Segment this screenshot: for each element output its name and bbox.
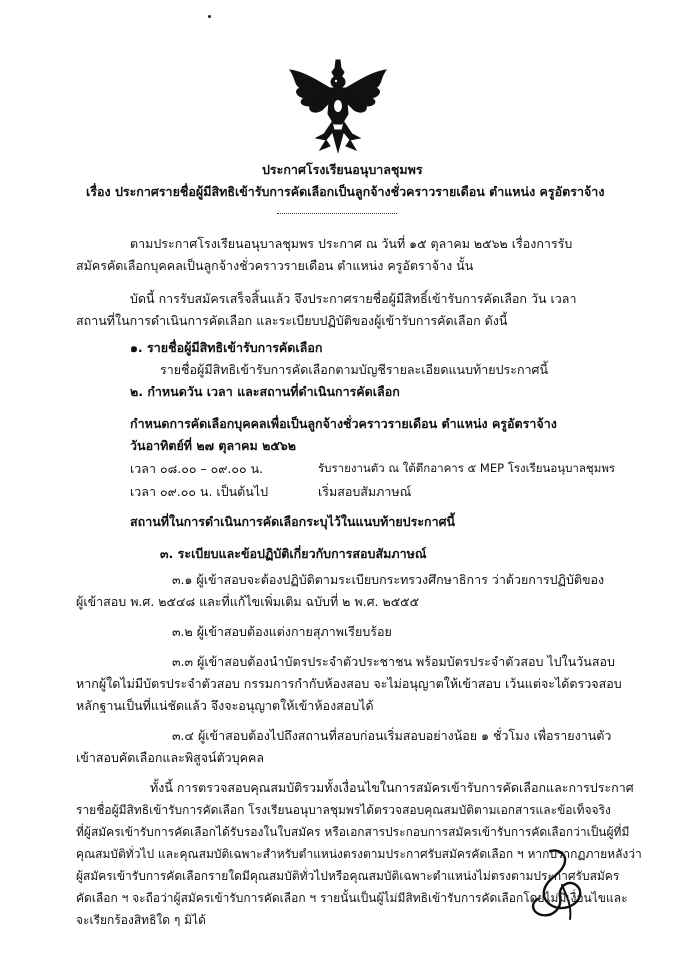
closing-line-3: ที่ผู้สมัครเข้ารับการคัดเลือกได้รับรองในใบสมัคร หรือเอกสารประกอบการสมัครเข้ารับการคัดเลือกว่าเป็นผู้ที่มี (76, 825, 630, 839)
divider-dotted (277, 213, 397, 214)
closing-line-7: จะเรียกร้องสิทธิใด ๆ มิได้ (76, 913, 206, 927)
rule-3-1-line-1: ๓.๑ ผู้เข้าสอบจะต้องปฏิบัติตามระเบียบกระทรวงศึกษาธิการ ว่าด้วยการปฏิบัติของ (172, 572, 605, 587)
item3-heading: ๓. ระเบียบและข้อปฏิบัติเกี่ยวกับการสอบสัมภาษณ์ (160, 546, 427, 561)
closing-line-2: รายชื่อผู้มีสิทธิเข้ารับการคัดเลือก โรงเรียนอนุบาลชุมพรได้ตรวจสอบคุณสมบัติตามเอกสารและข้อเท็จจริง (76, 803, 611, 817)
announcement-subject: เรื่อง ประกาศรายชื่อผู้มีสิทธิเข้ารับการคัดเลือกเป็นลูกจ้างชั่วคราวรายเดือน ตำแหน่ง ครูอัตราจ้าง (86, 184, 605, 199)
rule-3-2: ๓.๒ ผู้เข้าสอบต้องแต่งกายสุภาพเรียบร้อย (172, 624, 392, 639)
garuda-emblem-icon (286, 58, 390, 154)
schedule-row-1-activity: รับรายงานตัว ณ ใต้ตึกอาคาร ๕ MEP โรงเรียนอนุบาลชุมพร (318, 461, 616, 475)
closing-line-6: คัดเลือก ฯ จะถือว่าผู้สมัครเข้ารับการคัดเลือก ฯ รายนั้นเป็นผู้ไม่มีสิทธิเข้ารับการคัดเลือกโดยไม่มีเงื่อนไขและ (76, 891, 628, 905)
schedule-row-1-time: เวลา ๐๘.๐๐ – ๐๙.๐๐ น. (130, 461, 264, 476)
intro-line-1: ตามประกาศโรงเรียนอนุบาลชุมพร ประกาศ ณ วันที่ ๑๕ ตุลาคม ๒๕๖๒ เรื่องการรับ (130, 236, 573, 251)
item1-body: รายชื่อผู้มีสิทธิเข้ารับการคัดเลือกตามบัญชีรายละเอียดแนบท้ายประกาศนี้ (160, 362, 549, 377)
rule-3-4-line-2: เข้าสอบคัดเลือกและพิสูจน์ตัวบุคคล (76, 750, 265, 765)
closing-line-1: ทั้งนี้ การตรวจสอบคุณสมบัติรวมทั้งเงื่อนไขในการสมัครเข้ารับการคัดเลือกและการประกาศ (150, 780, 634, 795)
para2-line-2: สถานที่ในการดำเนินการคัดเลือก และระเบียบปฏิบัติของผู้เข้ารับการคัดเลือก ดังนี้ (76, 313, 508, 328)
rule-3-3-line-1: ๓.๓ ผู้เข้าสอบต้องนำบัตรประจำตัวประชาชน พร้อมบัตรประจำตัวสอบ ไปในวันสอบ (172, 654, 615, 669)
item1-heading: ๑. รายชื่อผู้มีสิทธิเข้ารับการคัดเลือก (130, 340, 323, 355)
item2-heading: ๒. กำหนดวัน เวลา และสถานที่ดำเนินการคัดเลือก (130, 384, 400, 399)
closing-line-5: ผู้สมัครเข้ารับการคัดเลือกรายใดมีคุณสมบัติทั่วไปหรือคุณสมบัติเฉพาะตำแหน่งไม่ตรงตามประกาศรับสมัคร (76, 869, 620, 883)
schedule-row-2-activity: เริ่มสอบสัมภาษณ์ (318, 484, 412, 499)
rule-3-3-line-3: หลักฐานเป็นที่แน่ชัดแล้ว จึงจะอนุญาตให้เข้าห้องสอบได้ (76, 698, 374, 713)
schedule-row-2-time: เวลา ๐๙.๐๐ น. เป็นต้นไป (130, 484, 269, 499)
closing-line-4: คุณสมบัติทั่วไป และคุณสมบัติเฉพาะสำหรับตำแหน่งตรงตามประกาศรับสมัครคัดเลือก ฯ หากปรากฏภายหลังว่า (76, 847, 642, 861)
para2-line-1: บัดนี้ การรับสมัครเสร็จสิ้นแล้ว จึงประกาศรายชื่อผู้มีสิทธิ์เข้ารับการคัดเลือก วัน เวลา (130, 291, 577, 306)
schedule-heading: กำหนดการคัดเลือกบุคคลเพื่อเป็นลูกจ้างชั่วคราวรายเดือน ตำแหน่ง ครูอัตราจ้าง (130, 416, 557, 431)
schedule-date: วันอาทิตย์ที่ ๒๗ ตุลาคม ๒๕๖๒ (130, 438, 296, 453)
announcement-title: ประกาศโรงเรียนอนุบาลชุมพร (262, 162, 423, 177)
venue-note: สถานที่ในการดำเนินการคัดเลือกระบุไว้ในแนบท้ายประกาศนี้ (130, 514, 456, 529)
rule-3-1-line-2: ผู้เข้าสอบ พ.ศ. ๒๕๔๘ และที่แก้ไขเพิ่มเติม ฉบับที่ ๒ พ.ศ. ๒๕๕๕ (76, 594, 420, 609)
handwritten-signature (520, 845, 600, 925)
rule-3-3-line-2: หากผู้ใดไม่มีบัตรประจำตัวสอบ กรรมการกำกับห้องสอบ จะไม่อนุญาตให้เข้าสอบ เว้นแต่จะได้ตรวจสอบ (76, 676, 622, 691)
rule-3-4-line-1: ๓.๔ ผู้เข้าสอบต้องไปถึงสถานที่สอบก่อนเริ่มสอบอย่างน้อย ๑ ชั่วโมง เพื่อรายงานตัว (172, 728, 612, 743)
intro-line-2: สมัครคัดเลือกบุคคลเป็นลูกจ้างชั่วคราวรายเดือน ตำแหน่ง ครูอัตราจ้าง นั้น (76, 258, 474, 273)
ink-dot (208, 15, 211, 18)
